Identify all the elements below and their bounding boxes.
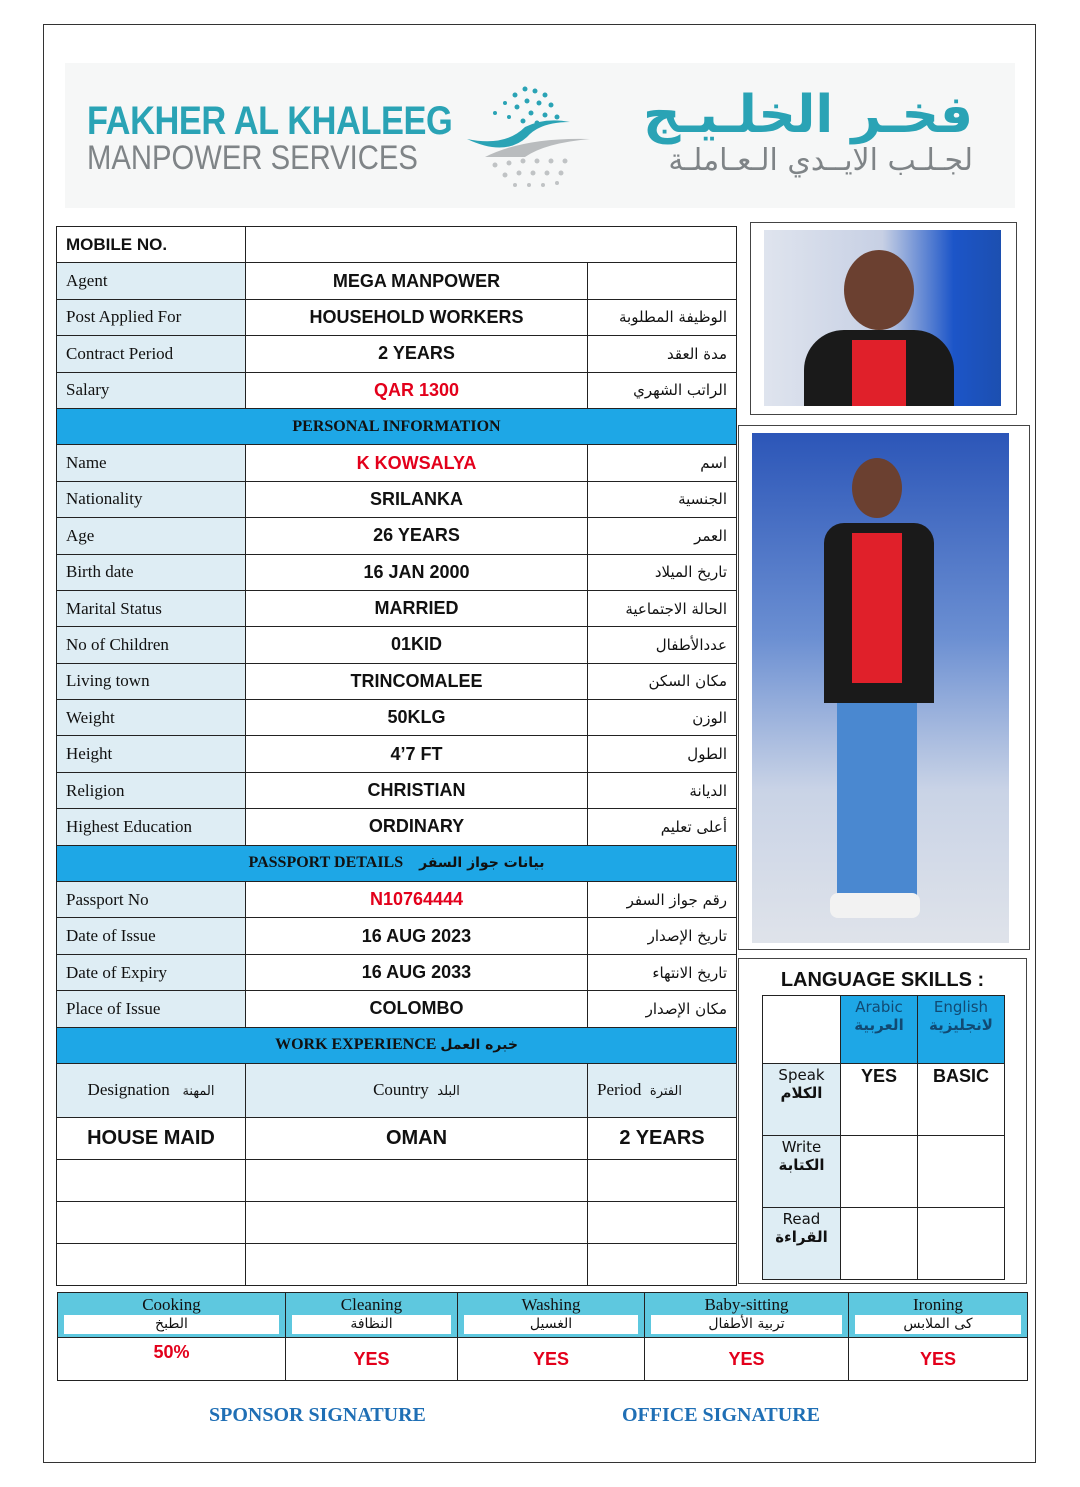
profile-table bbox=[56, 226, 737, 1286]
work-col-designation: Designation المهنة bbox=[57, 1063, 246, 1117]
arabic-level bbox=[841, 1136, 918, 1208]
mobile-label: MOBILE NO. bbox=[57, 227, 246, 263]
logo-sub-ar: لجـلـب الايــدي الـعـاملـة bbox=[668, 143, 973, 178]
info-row bbox=[57, 299, 737, 335]
info-row bbox=[57, 336, 737, 372]
field-value: 16 AUG 2033 bbox=[246, 954, 588, 990]
field-label: Agent bbox=[57, 263, 246, 299]
work-columns-row bbox=[57, 1063, 737, 1117]
passport-header-en: PASSPORT DETAILS bbox=[248, 854, 404, 872]
office-signature-label: OFFICE SIGNATURE bbox=[622, 1404, 820, 1426]
field-label-ar: اسم bbox=[588, 445, 737, 481]
work-row bbox=[57, 1117, 737, 1159]
work-col-country: Country البلد bbox=[246, 1063, 588, 1117]
info-row bbox=[57, 954, 737, 990]
logo-name-en: FAKHER AL KHALEEG bbox=[87, 99, 453, 143]
field-value: 50KLG bbox=[246, 700, 588, 736]
field-label: Date of Expiry bbox=[57, 954, 246, 990]
info-row bbox=[57, 518, 737, 554]
arabic-level bbox=[841, 1208, 918, 1280]
portrait-photo-frame bbox=[750, 222, 1017, 415]
field-label-ar: الديانة bbox=[588, 772, 737, 808]
work-row-empty bbox=[57, 1243, 737, 1285]
field-label: Living town bbox=[57, 663, 246, 699]
field-label: Nationality bbox=[57, 481, 246, 517]
full-body-photo-frame bbox=[738, 425, 1030, 950]
field-label: Salary bbox=[57, 372, 246, 408]
work-period: 2 YEARS bbox=[588, 1117, 737, 1159]
language-row bbox=[763, 1208, 1005, 1280]
logo-emblem-icon bbox=[465, 77, 595, 197]
field-label-ar bbox=[588, 263, 737, 299]
arabic-level: YES bbox=[841, 1064, 918, 1136]
field-value: ORDINARY bbox=[246, 809, 588, 845]
field-label: Marital Status bbox=[57, 590, 246, 626]
field-label-ar: مدة العقد bbox=[588, 336, 737, 372]
work-country: OMAN bbox=[246, 1117, 588, 1159]
field-label-ar: تاريخ الإصدار bbox=[588, 918, 737, 954]
company-logo bbox=[65, 63, 1015, 208]
english-level bbox=[918, 1208, 1005, 1280]
info-row bbox=[57, 736, 737, 772]
info-row bbox=[57, 372, 737, 408]
info-row bbox=[57, 918, 737, 954]
info-row bbox=[57, 445, 737, 481]
field-value: CHRISTIAN bbox=[246, 772, 588, 808]
passport-header bbox=[57, 845, 737, 881]
skill-header: Ironing کی الملابس bbox=[849, 1293, 1028, 1338]
work-header bbox=[57, 1027, 737, 1063]
field-label-ar: الراتب الشهري bbox=[588, 372, 737, 408]
skill-value: YES bbox=[849, 1338, 1028, 1381]
field-label: Religion bbox=[57, 772, 246, 808]
work-header-en: WORK EXPERIENCE bbox=[275, 1036, 437, 1054]
field-value: N10764444 bbox=[246, 882, 588, 918]
field-label-ar: مكان السكن bbox=[588, 663, 737, 699]
field-value: 26 YEARS bbox=[246, 518, 588, 554]
info-row bbox=[57, 481, 737, 517]
skill-value: YES bbox=[458, 1338, 645, 1381]
field-value: 2 YEARS bbox=[246, 336, 588, 372]
language-skill-label: Write الكتابة bbox=[763, 1136, 841, 1208]
field-label: Birth date bbox=[57, 554, 246, 590]
field-label: Height bbox=[57, 736, 246, 772]
field-value: 16 AUG 2023 bbox=[246, 918, 588, 954]
info-row bbox=[57, 590, 737, 626]
field-label: Age bbox=[57, 518, 246, 554]
field-label: No of Children bbox=[57, 627, 246, 663]
skill-header: Baby-sitting تربية الأطفال bbox=[645, 1293, 849, 1338]
language-skill-label: Read القراءة bbox=[763, 1208, 841, 1280]
full-body-photo bbox=[752, 433, 1009, 943]
field-label-ar: أعلى تعليم bbox=[588, 809, 737, 845]
work-designation: HOUSE MAID bbox=[57, 1117, 246, 1159]
lang-col-english: English لانجليزية bbox=[918, 996, 1005, 1064]
field-label-ar: الحالة الاجتماعية bbox=[588, 590, 737, 626]
field-value: 4’7 FT bbox=[246, 736, 588, 772]
info-row bbox=[57, 663, 737, 699]
logo-sub-en: MANPOWER SERVICES bbox=[87, 139, 418, 177]
field-value: MARRIED bbox=[246, 590, 588, 626]
field-label-ar: الطول bbox=[588, 736, 737, 772]
english-level: BASIC bbox=[918, 1064, 1005, 1136]
sponsor-signature-label: SPONSOR SIGNATURE bbox=[209, 1404, 426, 1426]
field-label-ar: رقم جواز السفر bbox=[588, 882, 737, 918]
field-label: Place of Issue bbox=[57, 991, 246, 1027]
mobile-row bbox=[57, 227, 737, 263]
language-table bbox=[762, 995, 1005, 1280]
field-value: TRINCOMALEE bbox=[246, 663, 588, 699]
field-label: Date of Issue bbox=[57, 918, 246, 954]
field-label-ar: تاريخ الميلاد bbox=[588, 554, 737, 590]
skill-value: YES bbox=[286, 1338, 458, 1381]
language-row bbox=[763, 1136, 1005, 1208]
skill-header: Cooking الطبخ bbox=[58, 1293, 286, 1338]
info-row bbox=[57, 554, 737, 590]
field-value: 01KID bbox=[246, 627, 588, 663]
field-label: Post Applied For bbox=[57, 299, 246, 335]
field-value: COLOMBO bbox=[246, 991, 588, 1027]
info-row bbox=[57, 809, 737, 845]
personal-header: PERSONAL INFORMATION bbox=[57, 408, 737, 444]
english-level bbox=[918, 1136, 1005, 1208]
skill-value: YES bbox=[645, 1338, 849, 1381]
info-row bbox=[57, 700, 737, 736]
skills-table bbox=[57, 1292, 1028, 1381]
field-value: QAR 1300 bbox=[246, 372, 588, 408]
logo-name-ar: فخـر الخلـيـج bbox=[642, 85, 973, 145]
info-row bbox=[57, 991, 737, 1027]
language-skills-box bbox=[738, 958, 1027, 1284]
field-label: Highest Education bbox=[57, 809, 246, 845]
info-row bbox=[57, 627, 737, 663]
work-row-empty bbox=[57, 1201, 737, 1243]
lang-col-arabic: Arabic العربية bbox=[841, 996, 918, 1064]
language-skill-label: Speak الكلام bbox=[763, 1064, 841, 1136]
work-row-empty bbox=[57, 1159, 737, 1201]
mobile-value bbox=[246, 227, 737, 263]
skill-header: Cleaning النظافة bbox=[286, 1293, 458, 1338]
info-row bbox=[57, 882, 737, 918]
field-label-ar: العمر bbox=[588, 518, 737, 554]
info-row bbox=[57, 263, 737, 299]
field-value: 16 JAN 2000 bbox=[246, 554, 588, 590]
field-value: MEGA MANPOWER bbox=[246, 263, 588, 299]
info-row bbox=[57, 772, 737, 808]
work-col-period: Period الفترة bbox=[588, 1063, 737, 1117]
field-label: Passport No bbox=[57, 882, 246, 918]
field-label: Weight bbox=[57, 700, 246, 736]
field-value: HOUSEHOLD WORKERS bbox=[246, 299, 588, 335]
field-label-ar: تاريخ الانتهاء bbox=[588, 954, 737, 990]
skill-value: 50% bbox=[58, 1338, 286, 1381]
field-label-ar: الوظيفة المطلوبة bbox=[588, 299, 737, 335]
field-label: Name bbox=[57, 445, 246, 481]
portrait-photo bbox=[764, 230, 1001, 406]
field-label-ar: الوزن bbox=[588, 700, 737, 736]
skill-header: Washing الغسيل bbox=[458, 1293, 645, 1338]
field-label-ar: مكان الإصدار bbox=[588, 991, 737, 1027]
language-skills-title: LANGUAGE SKILLS : bbox=[780, 969, 985, 991]
field-value: SRILANKA bbox=[246, 481, 588, 517]
work-header-ar: خبره العمل bbox=[440, 1037, 518, 1054]
field-label-ar: عددالأطفال bbox=[588, 627, 737, 663]
field-value: K KOWSALYA bbox=[246, 445, 588, 481]
field-label: Contract Period bbox=[57, 336, 246, 372]
language-row bbox=[763, 1064, 1005, 1136]
passport-header-ar: بيانات جواز السفر bbox=[419, 855, 545, 872]
field-label-ar: الجنسية bbox=[588, 481, 737, 517]
